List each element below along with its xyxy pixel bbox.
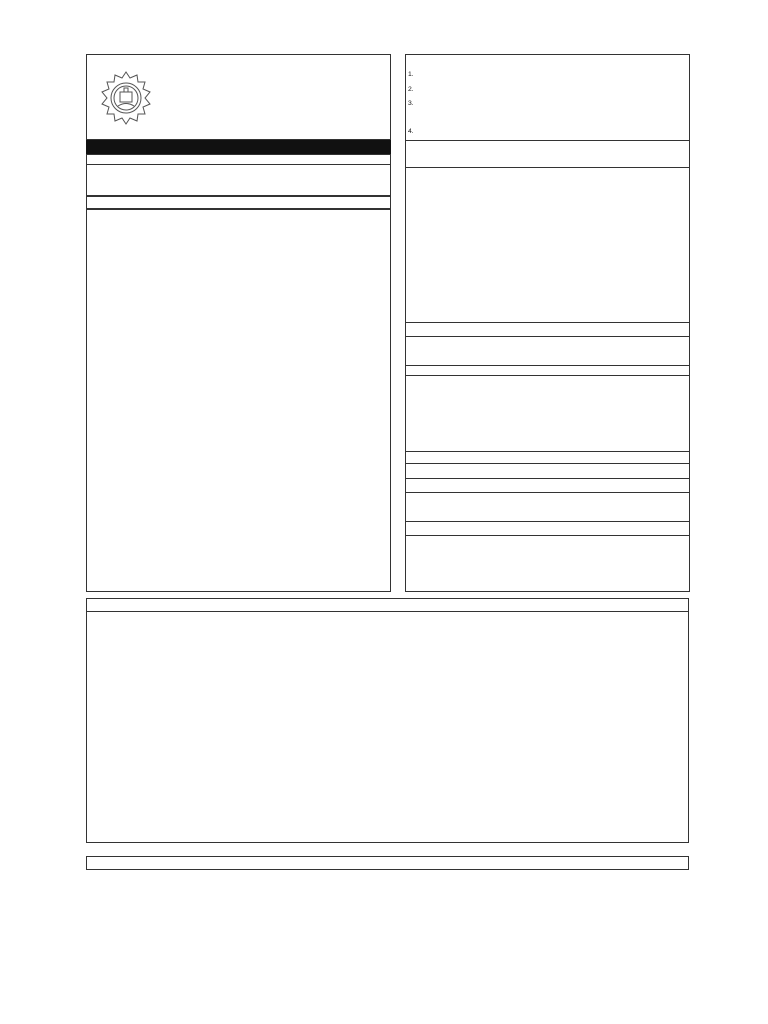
subject-options (405, 376, 690, 450)
example-box (86, 154, 391, 196)
essay-title (86, 856, 689, 870)
right-panel (405, 54, 690, 592)
instruction-3: 3. (408, 100, 422, 107)
exam-number-grid (405, 167, 690, 322)
instruction-4: 4. (408, 128, 422, 135)
name-grid (86, 209, 391, 592)
instruction-1: 1. (408, 71, 422, 78)
sheet-title (86, 140, 391, 154)
instruction-2: 2. (408, 86, 422, 93)
mc-answers (86, 612, 689, 842)
school-logo-icon (98, 70, 154, 126)
program-options (405, 348, 690, 364)
nama-peserta-label (86, 196, 391, 209)
